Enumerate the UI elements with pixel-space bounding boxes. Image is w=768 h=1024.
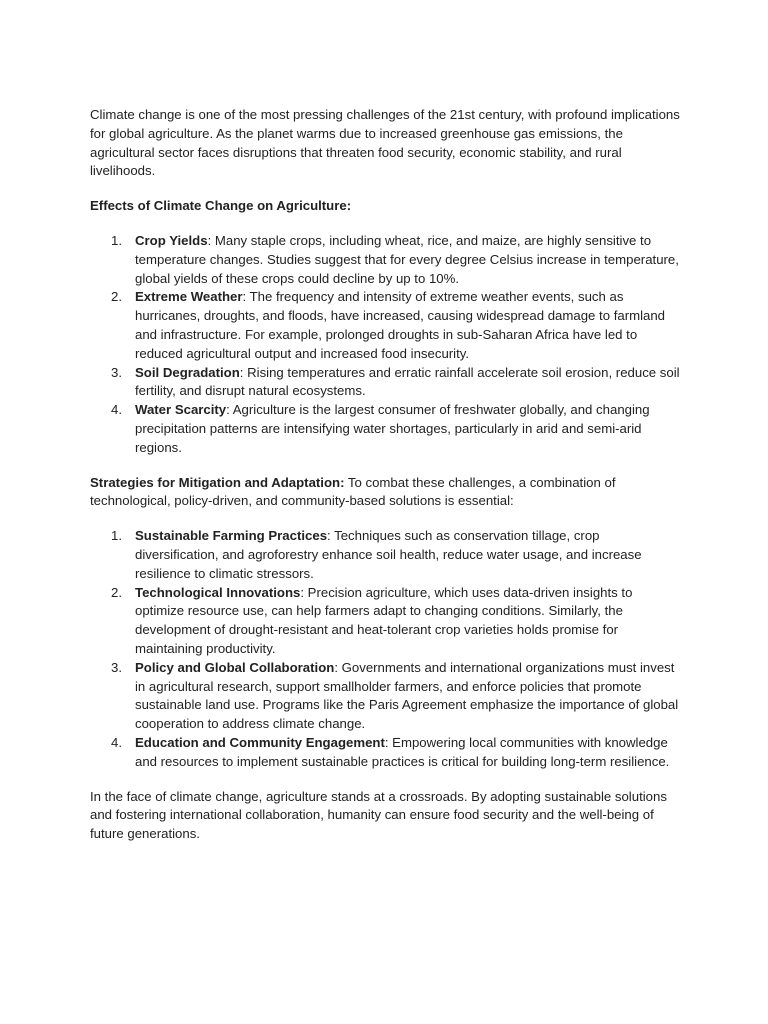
strategies-heading: Strategies for Mitigation and Adaptation: <box>90 474 345 490</box>
list-item <box>90 584 682 659</box>
list-text: : Empowering local communities with knowledge and resources to implement sustainable practices is critical for building long-term resilience. <box>135 734 670 769</box>
list-text: : Agriculture is the largest consumer of freshwater globally, and changing precipitation patterns are intensifying water shortages, particularly in arid and semi-arid regions. <box>135 402 650 455</box>
effects-heading: Effects of Climate Change on Agriculture: <box>90 198 352 214</box>
list-text: : Techniques such as conservation tillage, crop diversification, and agroforestry enhance soil health, reduce water usage, and increase resilience to climatic stressors. <box>135 528 642 581</box>
list-number: 3. <box>111 659 122 675</box>
list-number: 4. <box>111 402 122 418</box>
list-term: Soil Degradation <box>135 364 240 380</box>
list-number: 2. <box>111 289 122 305</box>
list-item <box>90 401 682 457</box>
list-number: 2. <box>111 584 122 600</box>
list-text: : Precision agriculture, which uses data-driven insights to optimize resource use, can help farmers adapt to changing conditions. Similarly, the development of drought-resistant and heat-tolerant crop varieties holds promise for maintaining productivity. <box>135 584 633 656</box>
list-text: : Governments and international organizations must invest in agricultural research, support smallholder farmers, and enforce policies that promote sustainable land use. Programs like the Paris Agreement emphasize the importance of global cooperation to address climate change. <box>135 659 679 732</box>
list-term: Technological Innovations <box>135 584 301 600</box>
list-item <box>90 364 682 402</box>
conclusion-paragraph: In the face of climate change, agriculture stands at a crossroads. By adopting sustainable solutions and fostering international collaboration, humanity can ensure food security and the well-being of future generations. <box>90 788 667 842</box>
list-number: 4. <box>111 734 122 750</box>
intro-paragraph: Climate change is one of the most pressing challenges of the 21st century, with profound implications for global agriculture. As the planet warms due to increased greenhouse gas emissions, the agricultural sector faces disruptions that threaten food security, economic stability, and rural livelihoods. <box>90 107 680 179</box>
list-term: Sustainable Farming Practices <box>135 528 328 544</box>
list-term: Extreme Weather <box>135 289 243 305</box>
list-number: 1. <box>111 528 122 544</box>
list-text: : Rising temperatures and erratic rainfall accelerate soil erosion, reduce soil fertility, and disrupt natural ecosystems. <box>135 364 680 399</box>
strategies-lead: To combat these challenges, a combination of technological, policy-driven, and community-based solutions is essential: <box>90 474 616 509</box>
list-item <box>90 734 682 772</box>
list-number: 1. <box>111 232 122 248</box>
list-item <box>90 659 682 734</box>
strategies-list <box>90 527 682 771</box>
list-text: : The frequency and intensity of extreme weather events, such as hurricanes, droughts, and floods, have increased, causing widespread damage to farmland and infrastructure. For example, prolonged droughts in sub-Saharan Africa have led to reduced agricultural output and increased food insecurity. <box>135 289 666 361</box>
list-item <box>90 527 682 583</box>
list-term: Crop Yields <box>135 232 208 248</box>
list-text: : Many staple crops, including wheat, rice, and maize, are highly sensitive to temperature changes. Studies suggest that for every degree Celsius increase in temperature, global yields of these crops could decline by up to 10%. <box>135 232 679 286</box>
list-number: 3. <box>111 364 122 380</box>
list-term: Education and Community Engagement <box>135 734 385 750</box>
list-item <box>90 288 682 363</box>
strategies-paragraph <box>90 474 682 512</box>
effects-list <box>90 232 682 458</box>
list-item <box>90 232 682 288</box>
list-term: Policy and Global Collaboration <box>135 659 335 675</box>
list-term: Water Scarcity <box>135 402 227 418</box>
